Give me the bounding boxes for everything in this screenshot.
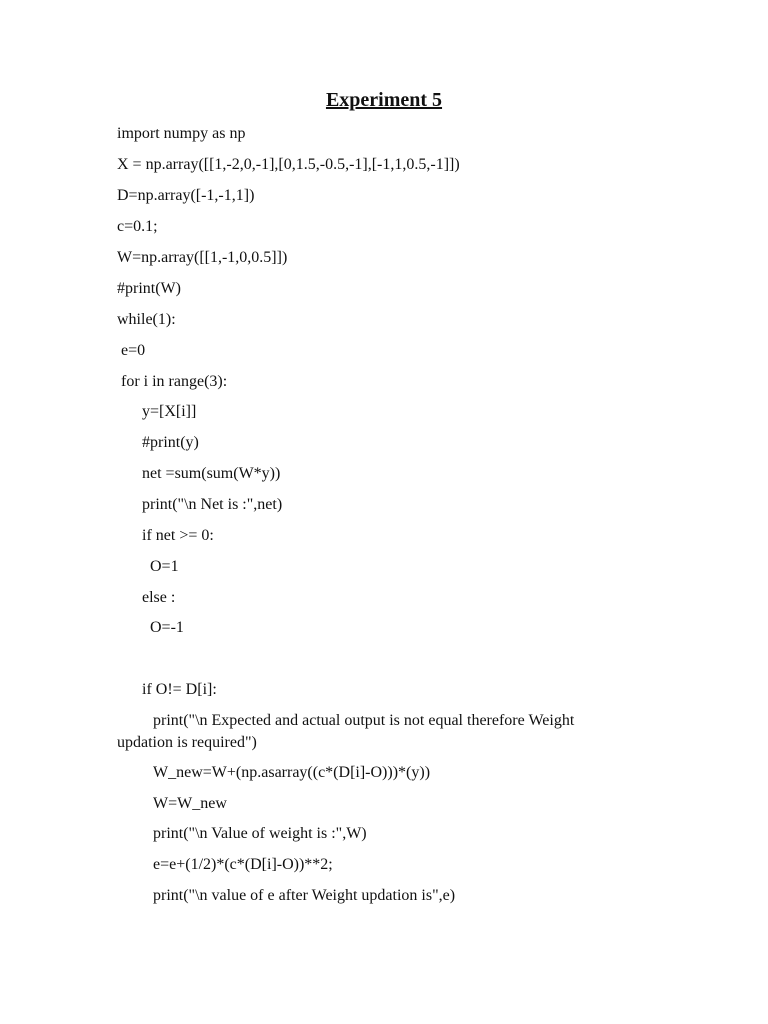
code-line: net =sum(sum(W*y))	[142, 465, 281, 482]
code-line: c=0.1;	[117, 218, 158, 235]
code-line: #print(y)	[142, 434, 199, 451]
code-line: W_new=W+(np.asarray((c*(D[i]-O)))*(y))	[153, 764, 431, 781]
code-line: print("\n Net is :",net)	[142, 496, 283, 513]
code-line: O=-1	[150, 619, 184, 636]
code-line: else :	[142, 589, 176, 606]
code-line: X = np.array([[1,-2,0,-1],[0,1.5,-0.5,-1],[-1,1,0.5,-1]])	[117, 156, 460, 173]
code-line: print("\n Expected and actual output is not equal therefore Weight updation is required")	[117, 712, 575, 751]
code-line: while(1):	[117, 311, 176, 328]
code-line: e=0	[121, 342, 146, 359]
code-line: if O!= D[i]:	[142, 681, 217, 698]
code-line: print("\n Value of weight is :",W)	[153, 825, 367, 842]
code-line: y=[X[i]]	[142, 403, 197, 420]
code-line: e=e+(1/2)*(c*(D[i]-O))**2;	[153, 856, 333, 873]
code-line: print("\n value of e after Weight updation is",e)	[153, 887, 456, 904]
page-title: Experiment 5	[325, 89, 443, 111]
code-line: #print(W)	[117, 280, 181, 297]
code-line: W=np.array([[1,-1,0,0.5]])	[117, 249, 288, 266]
code-line: for i in range(3):	[121, 373, 228, 390]
code-line: O=1	[150, 558, 179, 575]
code-line: D=np.array([-1,-1,1])	[117, 187, 255, 204]
code-line: W=W_new	[153, 795, 227, 812]
code-line: import numpy as np	[117, 125, 246, 142]
code-line: if net >= 0:	[142, 527, 214, 544]
